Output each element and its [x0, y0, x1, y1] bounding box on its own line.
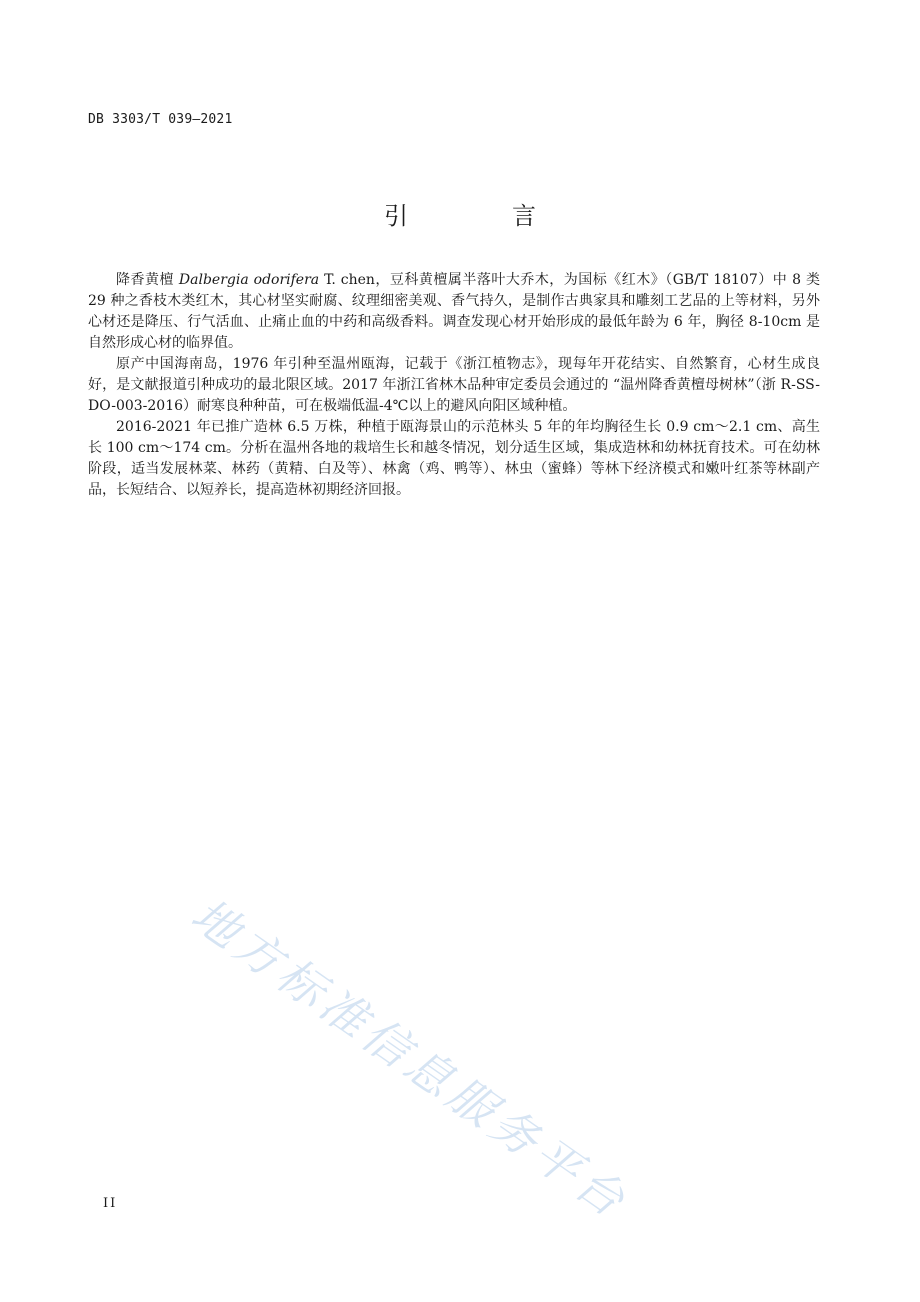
body-text — [88, 270, 820, 501]
page-number: II — [103, 1196, 118, 1211]
paragraph-3: 2016-2021 年已推广造林 6.5 万株，种植于瓯海景山的示范林头 5 年的年均胸径生长 0.9 cm～2.1 cm、高生长 100 cm～174 cm。分析在温州各地的栽培生长和越冬情况，划分适生区域，集成造林和幼林抚育技术。可在幼林阶段，适当发展林菜、林药（黄精、白及等）、林禽（鸡、鸭等）、林虫（蜜蜂）等林下经济模式和嫩叶红茶等林副产品，长短结合、以短养长，提高造林初期经济回报。 — [88, 419, 820, 498]
document-code: DB 3303/T 039—2021 — [88, 112, 233, 127]
paragraph-1-lead: 降香黄檀 — [116, 272, 179, 288]
latin-name: Dalbergia odorifera — [178, 272, 320, 288]
page-title: 引 言 — [384, 202, 576, 230]
paragraph-2: 原产中国海南岛，1976 年引种至温州瓯海，记载于《浙江植物志》，现每年开花结实、自然繁育，心材生成良好，是文献报道引种成功的最北限区域。2017 年浙江省林木品种审定委员会通过的 “温州降香黄檀母树林”（浙 R-SS-DO-003-2016）耐寒良种种苗，可在极端低温-4℃以上的避风向阳区域种植。 — [88, 356, 820, 414]
paragraph-1 — [88, 270, 820, 354]
paragraph-1-rest: T. chen，豆科黄檀属半落叶大乔木，为国标《红木》（GB/T 18107）中 8 类 29 种之香枝木类红木，其心材坚实耐腐、纹理细密美观、香气持久，是制作古典家具和雕刻工艺品的上等材料，另外心材还是降压、行气活血、止痛止血的中药和高级香料。调查发现心材开始形成的最低年龄为 6 年，胸径 8-10cm 是自然形成心材的临界值。 — [88, 272, 821, 351]
watermark: 地方标准信息服务平台 — [181, 887, 639, 1230]
